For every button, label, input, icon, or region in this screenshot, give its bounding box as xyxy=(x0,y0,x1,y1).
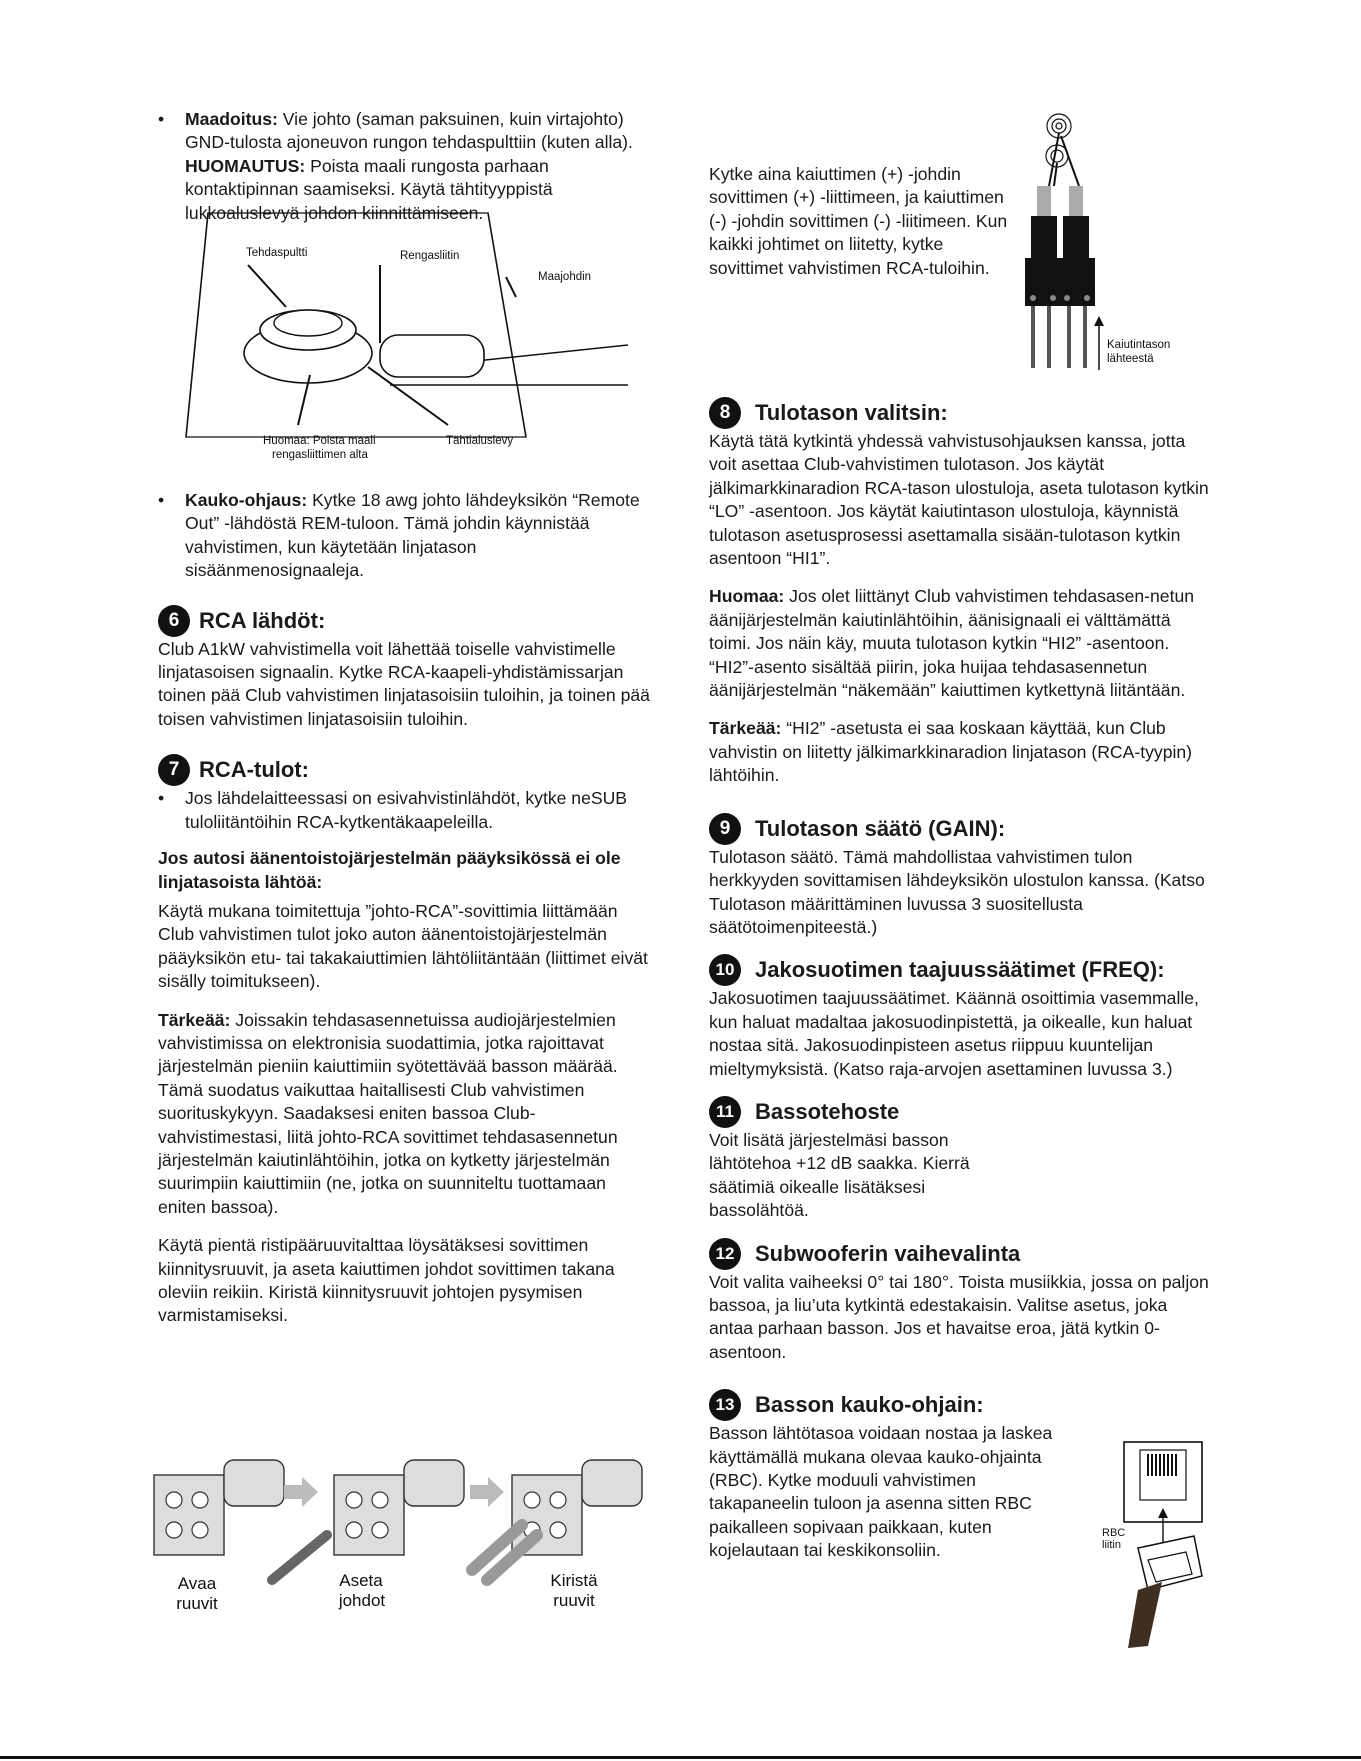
label-kirista-1: Kiristä xyxy=(550,1571,598,1590)
section-number-badge: 12 xyxy=(709,1238,741,1270)
right-column xyxy=(709,108,1209,1563)
section-13-text: Basson lähtötasoa voidaan nostaa ja laskea käyttämällä mukana olevaa kauko-ohjainta (RBC). Kytke moduuli vahvistimen takapaneelin tuloon ja asenna sitten RBC paikalleen sopivaan paikkaan, kuten kojelautaan tai keskikonsoliin. xyxy=(709,1423,1053,1561)
intro-text: Kytke aina kaiuttimen (+) -johdin sovittimen (+) -liittimeen, ja kaiuttimen (-) -johdin sovittimen (-) -liitimeen. Kun kaikki johtimet on liitetty, kytke sovittimet vahvistimen RCA-tuloihin. xyxy=(709,164,1008,278)
section-7-bullet: • Jos lähdelaitteessasi on esivahvistinlähdöt, kytke neSUB tuloliitäntöihin RCA-kytkentäkaapeleilla. xyxy=(158,787,658,834)
section-number-badge: 6 xyxy=(158,605,190,637)
section-7-para1: Käytä mukana toimitettuja ”johto-RCA”-sovittimia liittämään Club vahvistimen tulot joko auton äänentoistojärjestelmän pääyksikön etu- tai takakaiuttimien lähtöliitäntään (liittimet eivät sisälly toimitukseen). xyxy=(158,900,648,992)
section-13-heading: 13 Basson kauko-ohjain: xyxy=(709,1388,1209,1422)
label-aseta-1: Aseta xyxy=(339,1571,383,1590)
section-11-heading: 11 Bassotehoste xyxy=(709,1095,1209,1129)
section-7-subheading: Jos autosi äänentoistojärjestelmän pääyksikössä ei ole linjatasoista lähtöä: xyxy=(158,848,621,892)
section-10-text: Jakosuotimen taajuussäätimet. Käännä osoittimia vasemmalle, kun haluat madaltaa jakosuodinpistettä, ja oikealle, kun haluat nostaa sitä. Jakosuodinpisteen asetus riippuu kuuntelijan mieltymyksistä. (Katso raja-arvojen asettaminen luvussa 3.) xyxy=(709,988,1199,1079)
section-number-badge: 13 xyxy=(709,1389,741,1421)
label-huomaa-line1: Huomaa: Poista maali xyxy=(263,435,376,448)
label-kaiutintason-1: Kaiutintason xyxy=(1107,339,1171,351)
label-kaiutintason-2: lähteestä xyxy=(1107,353,1154,365)
ground-bolt-illustration xyxy=(158,225,658,487)
section-8-important: Tärkeää: “HI2” -asetusta ei saa koskaan käyttää, kun Club vahvistin on liitetty jälkimarkkinaradion linjatason (RCA-tyypin) lähtöihin. xyxy=(709,718,1193,786)
section-9-heading: 9 Tulotason säätö (GAIN): xyxy=(709,812,1209,846)
section-8-heading: 8 Tulotason valitsin: xyxy=(709,396,1209,430)
label-huomaa-line2: rengasliittimen alta xyxy=(272,449,368,462)
section-8-text: Käytä tätä kytkintä yhdessä vahvistusohjauksen kanssa, jotta voit asettaa Club-vahvistimen tulotason. Jos käytät jälkimarkkinaradion RCA-tason ulostuloja, aseta tulotason kytkin “LO” -asentoon. Jos käytät kaiutintason ulostuloja, käynnistä tulotason asetusprosessi asettamalla sisään-tulotason kytkin asentoon “HI1”. xyxy=(709,431,1209,569)
section-7-heading: 7 RCA-tulot: xyxy=(158,753,658,787)
label-tahtialuslevy: Tähtialuslevy xyxy=(446,435,514,448)
section-number-badge: 7 xyxy=(158,754,190,786)
label-rengasliitin: Rengasliitin xyxy=(400,250,460,263)
intro-block xyxy=(709,108,1209,396)
section-12-text: Voit valita vaiheeksi 0° tai 180°. Toista musiikkia, jossa on paljon bassoa, ja liu’uta kytkintä edestakaisin. Valitse asetus, joka antaa parhaan basson. Jos et havaitse eroa, jätä kytkin 0-asentoon. xyxy=(709,1271,1209,1362)
kauko-ohjaus-paragraph: • Kauko-ohjaus: Kytke 18 awg johto lähdeyksikön “Remote Out” -lähdöstä REM-tuloon. Tämä johdin käynnistää vahvistimen, kun käytetään linjatason sisäänmenosignaaleja. xyxy=(158,489,658,583)
maadoitus-paragraph: • Maadoitus: Vie johto (saman paksuinen, kuin virtajohto) GND-tulosta ajoneuvon rungon tehdaspulttiin (kuten alla). HUOMAUTUS: Poista maali rungosta parhaan kontaktipinnan saamiseksi. Käytä tähtityyppistä lukkoaluslevyä johdon kiinnittämiseen. xyxy=(158,108,658,225)
section-number-badge: 9 xyxy=(709,813,741,845)
rca-adapter-illustration xyxy=(1019,108,1209,378)
section-6-text: Club A1kW vahvistimella voit lähettää toiselle vahvistimelle linjatasoisen signaalin. Kytke RCA-kaapeli-yhdistämissarjan toinen pää Club vahvistimen linjatasoisiin tuloihin, ja toinen pää toisen vahvistimen linjatasoisiin tuloihin. xyxy=(158,638,650,729)
label-avaa-1: Avaa xyxy=(177,1574,217,1593)
section-8-note: Huomaa: Jos olet liittänyt Club vahvistimen tehdasasen-netun äänijärjestelmän kaiutinlähtöihin, äänisignaali ei välttämättä toimi. Jos näin käy, muuta tulotason kytkin “HI2” -asentoon. “HI2”-asento sisältää piirin, joka huijaa tehdasasennetun äänijärjestelmän “näkemään” kaiuttimen kytkettynä liitäntään. xyxy=(709,586,1195,701)
label-tehdaspultti: Tehdaspultti xyxy=(246,247,308,260)
section-10-heading: 10 Jakosuotimen taajuussäätimet (FREQ): xyxy=(709,953,1209,987)
left-column xyxy=(158,108,658,1328)
section-number-badge: 8 xyxy=(709,397,741,429)
rbc-connector-figure xyxy=(1098,1440,1210,1650)
label-maajohdin: Maajohdin xyxy=(538,271,592,284)
adapter-steps-figure xyxy=(152,1430,662,1620)
label-kirista-2: ruuvit xyxy=(553,1591,595,1610)
label-rbc-1: RBC xyxy=(1102,1527,1126,1539)
section-12-heading: 12 Subwooferin vaihevalinta xyxy=(709,1237,1209,1271)
section-7-para3: Käytä pientä ristipääruuvitalttaa löysätäksesi sovittimen kiinnitysruuvit, ja aseta kaiuttimen johdot sovittimen takana oleviin reikiin. Kiristä kiinnitysruuvit johtojen pysymisen varmistamiseksi. xyxy=(158,1235,615,1326)
label-aseta-2: johdot xyxy=(338,1591,386,1610)
label-avaa-2: ruuvit xyxy=(176,1594,218,1613)
section-7-important: Tärkeää: Joissakin tehdasasennetuissa audiojärjestelmien vahvistimissa on elektronisia suodattimia, jotka rajoittavat järjestelmän pieniin kaiuttimiin syötettävää basson määrää. Tämä suodatus vaikuttaa haitallisesti Club vahvistimen suorituskykyyn. Saadaksesi eniten bassoa Club-vahvistimestasi, liitä johto-RCA sovittimet tehdasasennetun järjestelmän kaiutinlähtöihin, jotka on kytketty järjestelmän suurimpiin kaiuttimiin (ne, jotka on suunniteltu tuottamaan eniten bassoa). xyxy=(158,1009,618,1217)
ground-bolt-figure xyxy=(158,225,658,487)
page-bottom-rule xyxy=(0,1756,1361,1759)
section-6-heading: 6 RCA lähdöt: xyxy=(158,604,658,638)
label-rbc-2: liitin xyxy=(1102,1539,1121,1551)
section-11-text: Voit lisätä järjestelmäsi basson lähtötehoa +12 dB saakka. Kierrä säätimiä oikealle lisätäksesi bassolähtöä. xyxy=(709,1129,970,1221)
section-number-badge: 10 xyxy=(709,954,741,986)
section-9-text: Tulotason säätö. Tämä mahdollistaa vahvistimen tulon herkkyyden sovittamisen lähdeyksikön ulostulon kanssa. (Katso Tulotason määrittäminen luvussa 3 suositellusta säätötoimenpiteestä.) xyxy=(709,846,1205,937)
section-number-badge: 11 xyxy=(709,1096,741,1128)
